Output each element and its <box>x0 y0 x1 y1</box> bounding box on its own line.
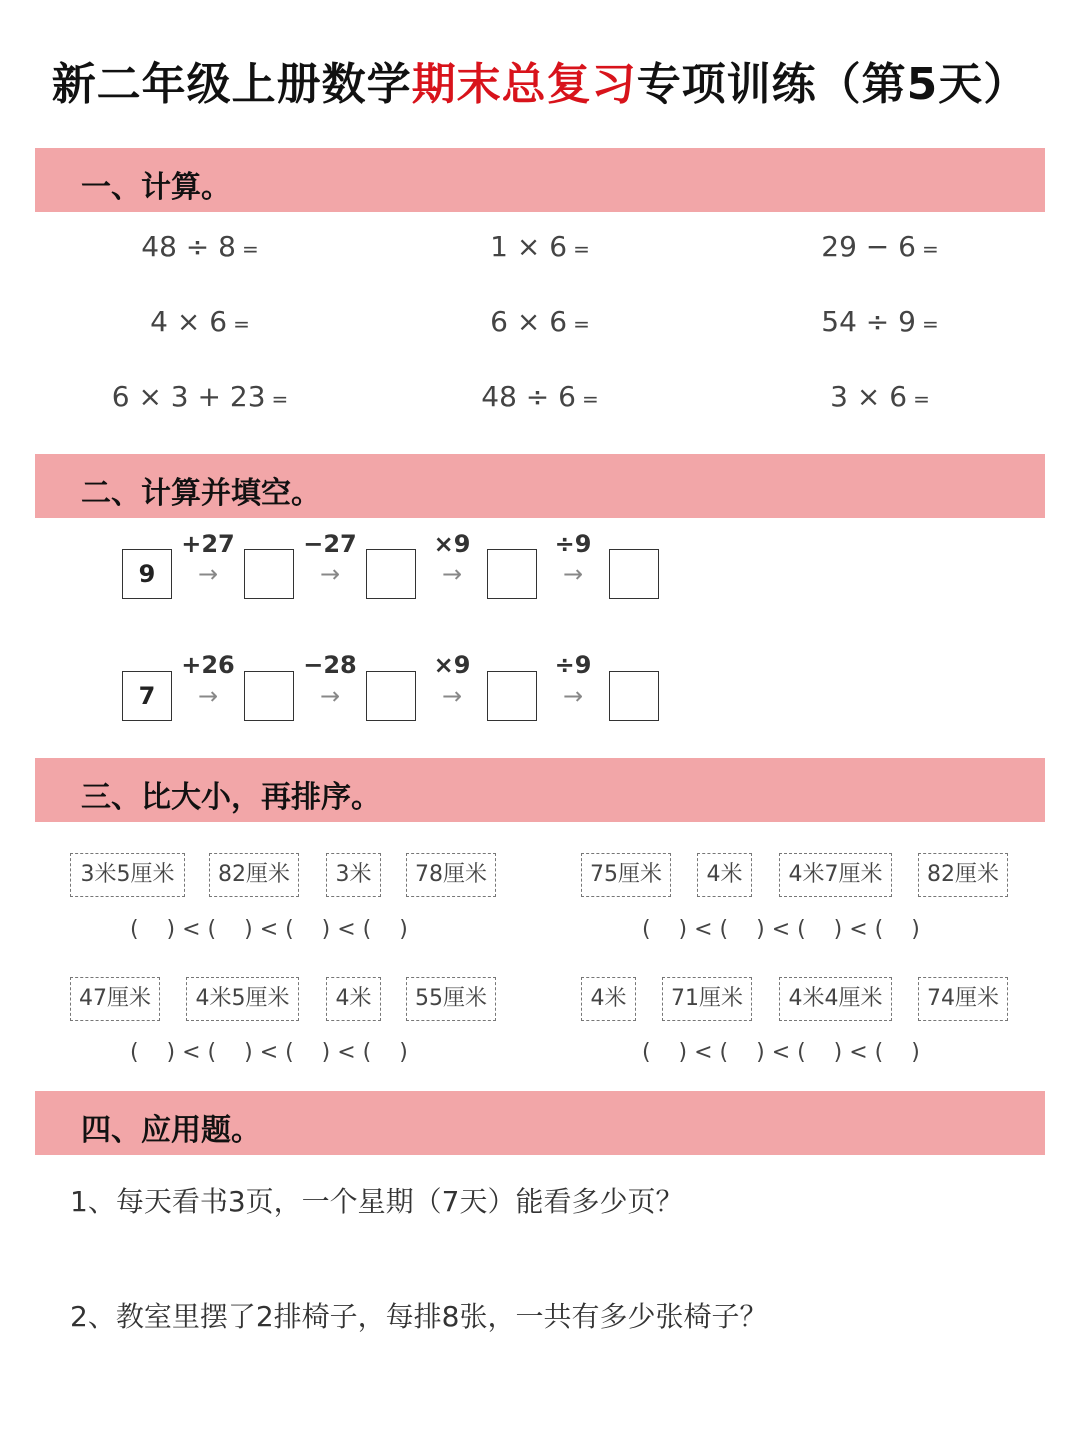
order-answer-row: ( ) < ( ) < ( ) < ( ) <box>130 917 408 942</box>
equals-sign: = <box>271 387 289 411</box>
arrow-icon: → <box>441 682 463 710</box>
chain-2-answer-box-4[interactable] <box>609 671 659 721</box>
calc-expression: 6 × 3 + 23 <box>111 380 266 413</box>
arrow-icon: → <box>562 560 584 588</box>
calc-expression: 1 × 6 <box>490 230 568 263</box>
word-problem-2: 2、教室里摆了2排椅子，每排8张，一共有多少张椅子？ <box>70 1300 768 1333</box>
calc-expression: 6 × 6 <box>490 305 568 338</box>
equals-sign: = <box>241 237 259 261</box>
compare-chip: 4米 <box>326 977 381 1021</box>
chain-1-answer-box-4[interactable] <box>609 549 659 599</box>
compare-chip: 3米5厘米 <box>70 853 185 897</box>
equals-sign: = <box>573 237 590 261</box>
chain-1-answer-box-3[interactable] <box>487 549 537 599</box>
calc-item-4 <box>150 305 250 338</box>
title-highlight: 期末总复习 <box>411 59 637 110</box>
arrow-icon: → <box>197 560 219 588</box>
section-3-title: 三、比大小，再排序。 <box>81 780 381 815</box>
chain-1-answer-box-2[interactable] <box>366 549 416 599</box>
equals-sign: = <box>913 387 930 411</box>
calc-item-5 <box>490 305 590 338</box>
section-4-header <box>35 1091 1045 1155</box>
equals-sign: = <box>581 387 599 411</box>
calc-item-2 <box>490 230 590 263</box>
arrow-icon: → <box>319 560 341 588</box>
calc-expression: 3 × 6 <box>830 380 908 413</box>
compare-chip: 4米7厘米 <box>779 853 892 897</box>
compare-chip: 55厘米 <box>406 977 496 1021</box>
page-title <box>0 48 1080 112</box>
calc-expression: 48 ÷ 6 <box>481 380 576 413</box>
chain-2-answer-box-3[interactable] <box>487 671 537 721</box>
calc-expression: 29 − 6 <box>821 230 916 263</box>
chain-2-start-box: 7 <box>122 671 172 721</box>
chain-1-op-2: −27 <box>303 530 357 558</box>
section-1-header <box>35 148 1045 212</box>
arrow-icon: → <box>319 682 341 710</box>
compare-chip: 82厘米 <box>918 853 1008 897</box>
title-part1: 新二年级上册数学 <box>51 59 412 110</box>
order-answer-row: ( ) < ( ) < ( ) < ( ) <box>130 1040 408 1065</box>
equals-sign: = <box>921 312 939 336</box>
chain-2-op-2: −28 <box>303 651 357 679</box>
compare-chip: 4米 <box>697 853 752 897</box>
chain-2-op-3: ×9 <box>433 651 471 679</box>
compare-chip: 4米 <box>581 977 636 1021</box>
chain-1-op-4: ÷9 <box>554 530 592 558</box>
chain-2-op-4: ÷9 <box>554 651 592 679</box>
calc-expression: 48 ÷ 8 <box>141 230 236 263</box>
calc-expression: 54 ÷ 9 <box>821 305 916 338</box>
chain-1-op-3: ×9 <box>433 530 471 558</box>
equals-sign: = <box>573 312 590 336</box>
calc-item-7 <box>112 380 289 413</box>
compare-chip: 82厘米 <box>209 853 299 897</box>
arrow-icon: → <box>562 682 584 710</box>
word-problem-1: 1、每天看书3页，一个星期（7天）能看多少页？ <box>70 1185 684 1218</box>
compare-chip: 4米4厘米 <box>779 977 892 1021</box>
title-part2: 专项训练（第5天） <box>636 59 1029 110</box>
order-answer-row: ( ) < ( ) < ( ) < ( ) <box>642 1040 920 1065</box>
order-answer-row: ( ) < ( ) < ( ) < ( ) <box>642 917 920 942</box>
section-3-header <box>35 758 1045 822</box>
calc-item-1 <box>141 230 258 263</box>
compare-chip: 4米5厘米 <box>186 977 299 1021</box>
equals-sign: = <box>233 312 250 336</box>
chain-1-op-1: +27 <box>181 530 235 558</box>
compare-chip: 75厘米 <box>581 853 671 897</box>
compare-chip: 78厘米 <box>406 853 496 897</box>
chain-2-op-1: +26 <box>181 651 235 679</box>
arrow-icon: → <box>197 682 219 710</box>
calc-item-9 <box>830 380 930 413</box>
section-2-title: 二、计算并填空。 <box>81 476 321 511</box>
calc-expression: 4 × 6 <box>150 305 228 338</box>
section-4-title: 四、应用题。 <box>81 1113 261 1148</box>
calc-item-8 <box>481 380 598 413</box>
compare-chip: 3米 <box>326 853 381 897</box>
section-1-title: 一、计算。 <box>81 170 231 205</box>
section-2-header <box>35 454 1045 518</box>
chain-2-answer-box-2[interactable] <box>366 671 416 721</box>
compare-chip: 71厘米 <box>662 977 752 1021</box>
calc-item-3 <box>821 230 938 263</box>
compare-chip: 47厘米 <box>70 977 160 1021</box>
calc-item-6 <box>821 305 938 338</box>
chain-2-answer-box-1[interactable] <box>244 671 294 721</box>
chain-1-start-box: 9 <box>122 549 172 599</box>
compare-chip: 74厘米 <box>918 977 1008 1021</box>
arrow-icon: → <box>441 560 463 588</box>
chain-1-answer-box-1[interactable] <box>244 549 294 599</box>
equals-sign: = <box>921 237 939 261</box>
